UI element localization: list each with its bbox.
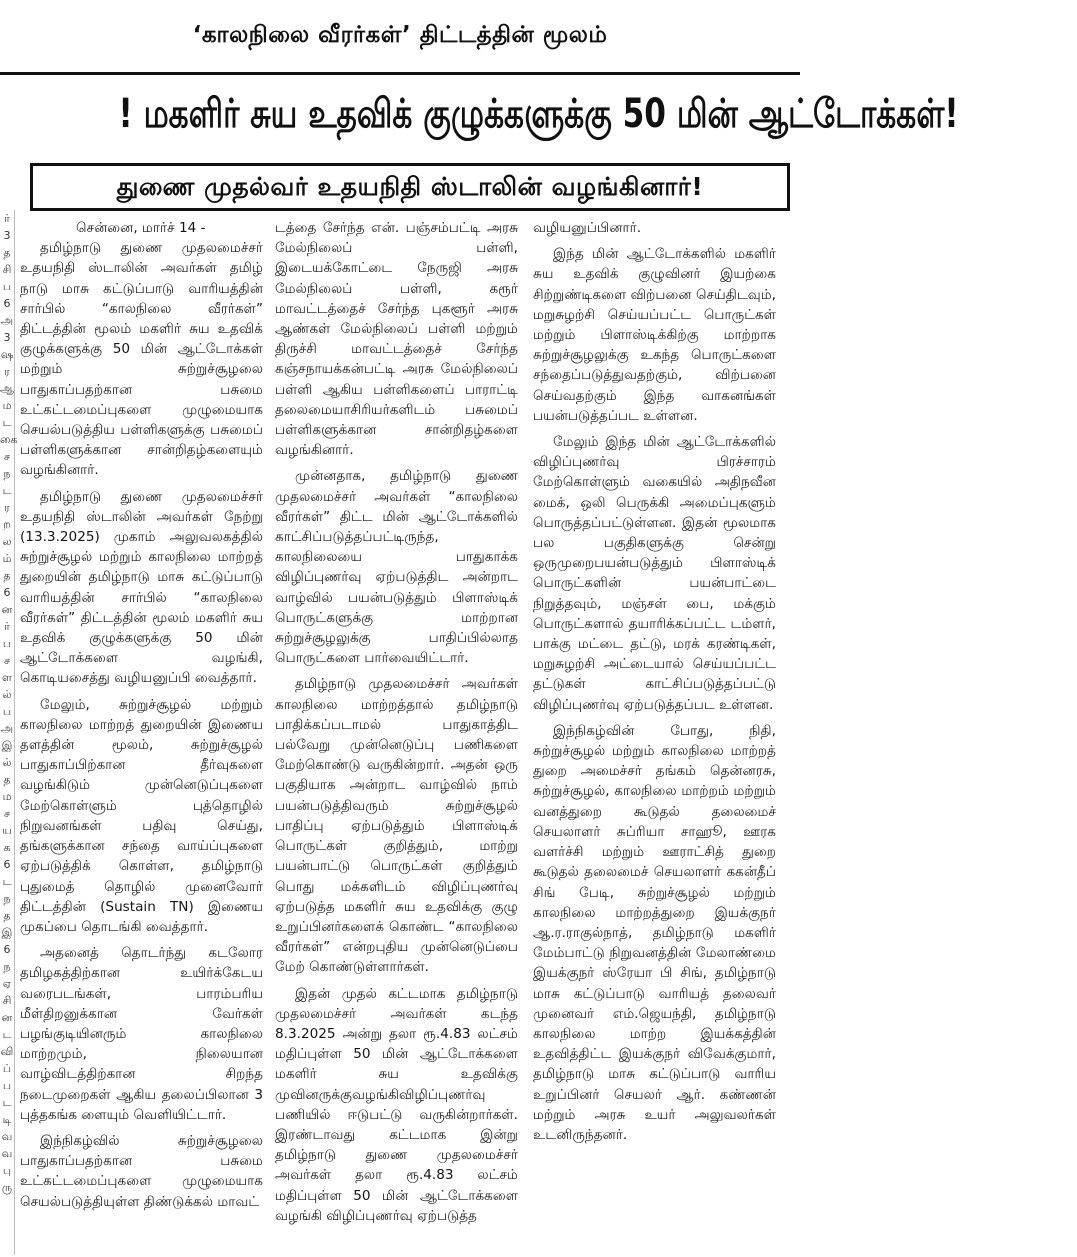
subheadline-box [30,163,790,211]
paragraph: இந்நிகழ்வின் போது, நிதி, சுற்றுச்சூழல் மற்றும் காலநிலை மாற்றத் துறை அமைச்சர் தங்கம் தென்னரசு, சுற்றுச்சூழல், காலநிலை மாற்றம் மற்றும் வனத்துறை கூடுதல் தலைமைச் செயலாளர் சுப்ரியா சாஹூ, ஊரக வளர்ச்சி மற்றும் ஊராட்சித் துறை கூடுதல் தலைமைச் செயலாளர் ககன்தீப் சிங் பேடி, சுற்றுச்சூழல் மற்றும் காலநிலை மாற்றத்துறை இயக்குநர் ஆ.ர.ராகுல்நாத், தமிழ்நாடு மகளிர் மேம்பாட்டு நிறுவனத்தின் மேலாண்மை இயக்குநர் ஸ்ரேயா பி சிங், தமிழ்நாடு மாசு கட்டுப்பாடு வாரியத் தலைவர் முனைவர் எம்.ஜெயந்தி, தமிழ்நாடு காலநிலை மாற்ற இயக்கத்தின் உதவித்திட்ட இயக்குநர் விவேக்குமார், தமிழ்நாடு மாசு கட்டுப்பாடு வாரிய உறுப்பினர் செயலர் ஆர். கண்ணன் மற்றும் அரசு உயர் அலுவலர்கள் உடனிருந்தனர். [533,722,776,1143]
paragraph: இந்த மின் ஆட்டோக்களில் மகளிர் சுய உதவிக் குழுவினர் இயற்கை சிற்றுண்டிகளை விற்பனை செய்திடவும், மறுசுழற்சி செய்யப்பட்ட பொருட்கள் மற்றும் பிளாஸ்டிக்கிற்கு மாற்றாக சுற்றுச்சூழலுக்கு உகந்த பொருட்களை சந்தைப்படுத்துவதற்கும், விற்பனை செய்வதற்கும் இந்த வாகனங்கள் பயன்படுத்தப்பட உள்ளன. [533,246,776,424]
article-column-3 [533,218,776,1151]
headline-text: ! மகளிர் சுய உதவிக் குழுக்களுக்கு 50 மின் ஆட்டோக்கள்! [118,91,959,137]
adjacent-article-edge: ர் 3 த சி ப 6 அ 3 ஷ ர ஆ ம ட கை ச ந ட ர ற ல ம் த 6 ன ர் ப ச ள ல் ப அ இ ல் த ம ச ய க 6 ட ந த இ 6 ந ஏ சி ன ட வி ப் ப ட டி வ வ பு ரு [0,210,15,1255]
paragraph: தமிழ்நாடு துணை முதலமைச்சர் உதயநிதி ஸ்டாலின் அவர்கள் நேற்று (13.3.2025) முகாம் அலுவலகத்தில் சுற்றுச்சூழல் மற்றும் காலநிலை மாற்றத் துறையின் தமிழ்நாடு மாசு கட்டுப்பாடு வாரியத்தின் சார்பில் “காலநிலை வீரர்கள்” திட்டத்தின் மூலம் மகளிர் சுய உதவிக் குழுக்களுக்கு 50 மின் ஆட்டோக்களை வழங்கி, கொடியசைத்து வழியனுப்பி வைத்தார். [20,488,263,687]
paragraph: டத்தை சேர்ந்த என். பஞ்சம்பட்டி அரசு மேல்நிலைப் பள்ளி, இடையக்கோட்டை நேருஜி அரசு மேல்நிலைப் பள்ளி, கரூர் மாவட்டத்தைச் சேர்ந்த புகளூர் அரசு ஆண்கள் மேல்நிலைப் பள்ளி மற்றும் திருச்சி மாவட்டத்தைச் சேர்ந்த கஞ்சநாயக்கன்பட்டி அரசு மேல்நிலைப் பள்ளி ஆகிய பள்ளிகளைப் பாராட்டி தலைமையாசிரியர்களிடம் பசுமைப் பள்ளிகளுக்கான சான்றிதழ்களை வழங்கினார். [275,220,518,459]
paragraph: இந்நிகழ்வில் சுற்றுச்சூழலை பாதுகாப்பதற்கான பசுமை உட்கட்டமைப்புகளை முழுமையாக செயல்படுத்தியுள்ள திண்டுக்கல் மாவட் [20,1132,263,1210]
paragraph: அதனைத் தொடர்ந்து கடலோர தமிழகத்திற்கான உயிர்க்கேடய வரைபடங்கள், பாரம்பரிய மீள்திறனுக்கான வேர்கள் பழங்குடியினரும் காலநிலை மாற்றமும், நிலையான வாழ்விடத்திற்கான சிறந்த நடைமுறைகள் ஆகிய தலைப்பிலான 3 புத்தகங்க ளையும் வெளியிட்டார். [20,945,263,1123]
article-column-2 [275,218,518,1232]
headline [0,74,959,154]
paragraph: வழியனுப்பினார். [533,220,642,236]
paragraph: தமிழ்நாடு முதலமைச்சர் அவர்கள் காலநிலை மாற்றத்தால் தமிழ்நாடு பாதிக்கப்படாமல் பாதுகாத்திட பல்வேறு முன்னெடுப்பு பணிகளை மேற்கொண்டு வருகின்றார். அதன் ஒரு பகுதியாக அன்றாட வாழ்வில் நாம் பயன்படுத்திவரும் சுற்றுச்சூழல் பாதிப்பு ஏற்படுத்தும் பிளாஸ்டிக் பொருட்கள் குறித்தும், மாற்று பயன்பாட்டு பொருட்கள் குறித்தும் பொது மக்களிடம் விழிப்புணர்வு ஏற்படுத்த மகளிர் சுய உதவிக்கு குழு உறுப்பினர்களைக் கொண்ட “காலநிலை வீரர்கள்” என்றபுதிய முன்னெடுப்பை மேற் கொண்டுள்ளார்கள். [275,676,518,976]
paragraph: மேலும், சுற்றுச்சூழல் மற்றும் காலநிலை மாற்றத் துறையின் இணைய தளத்தின் மூலம், சுற்றுச்சூழல் பாதுகாப்பிற்கான தீர்வுகளை வழங்கிடும் முன்னெடுப்புகளை மேற்கொள்ளும் புத்தொழில் நிறுவனங்கள் பதிவு செய்து, தங்களுக்கான சந்தை வாய்ப்புகளை ஏற்படுத்திக் கொள்ள, தமிழ்நாடு புதுமைத் தொழில் முனைவோர் திட்டத்தின் (Sustain TN) இணைய முகப்பை தொடங்கி வைத்தார். [20,696,263,935]
paragraph: இதன் முதல் கட்டமாக தமிழ்நாடு முதலமைச்சர் அவர்கள் கடந்த 8.3.2025 அன்று தலா ரூ.4.83 லட்சம் மதிப்புள்ள 50 மின் ஆட்டோக்களை மகளிர் சுய உதவிக்கு முவினருக்குவழங்கிவிழிப்புணர்வு பணியில் ஈடுபட்டு வருகின்றார்கள். இரண்டாவது கட்டமாக இன்று தமிழ்நாடு துணை முதலமைச்சர் அவர்கள் தலா ரூ.4.83 லட்சம் மதிப்புள்ள 50 மின் ஆட்டோக்களை வழங்கி விழிப்புணர்வு ஏற்படுத்த [275,985,518,1224]
kicker-text: ‘காலநிலை வீரர்கள்’ திட்டத்தின் மூலம் [192,22,608,48]
paragraph: தமிழ்நாடு துணை முதலமைச்சர் உதயநிதி ஸ்டாலின் அவர்கள் தமிழ் நாடு மாசு கட்டுப்பாடு வாரியத்தின் சார்பில் “காலநிலை வீரர்கள்” திட்டத்தின் மூலம் மகளிர் சுய உதவிக் குழுக்களுக்கு 50 மின் ஆட்டோக்கள் மற்றும் சுற்றுச்சூழலை பாதுகாப்பதற்கான பசுமை உட்கட்டமைப்புகளை முழுமையாக செயல்படுத்திய பள்ளிகளுக்கு பசுமைப் பள்ளிகளுக்கான சான்றிதழ்களையும் வழங்கினார். [20,240,263,479]
dateline: சென்னை, மார்ச் 14 - [76,220,206,236]
subheadline-text: துணை முதல்வர் உதயநிதி ஸ்டாலின் வழங்கினார்! [116,172,704,201]
paragraph: மேலும் இந்த மின் ஆட்டோக்களில் விழிப்புணர்வு பிரச்சாரம் மேற்கொள்ளும் வகையில் அதிநவீன மைக், ஒலி பெருக்கி அமைப்புகளும் பொருத்தப்பட்டுள்ளன. இதன் மூலமாக பல பகுதிகளுக்கு சென்று ஒருமுறைபயன்படுத்தும் பிளாஸ்டிக் பொருட்களின் பயன்பாட்டை நிறுத்தவும், மஞ்சள் பை, மக்கும் பொருட்களால் தயாரிக்கப்பட்ட டம்ளர், பாக்கு மட்டை தட்டு, மரக் கரண்டிகள், மறுசுழற்சி அட்டையால் செய்யப்பட்ட தட்டுகள் காட்சிப்படுத்தப்பட்டு விழிப்புணர்வு ஏற்படுத்தப்பட உள்ளன. [533,434,776,713]
kicker-banner [0,0,800,72]
paragraph: முன்னதாக, தமிழ்நாடு துணை முதலமைச்சர் அவர்கள் “காலநிலை வீரர்கள்” திட்ட மின் ஆட்டோக்களில் காட்சிப்படுத்தப்பட்டிருந்த, காலநிலையை பாதுகாக்க விழிப்புணர்வு ஏற்படுத்திட அன்றாட வாழ்வில் பயன்படுத்தும் பிளாஸ்டிக் பொருட்களுக்கு மாற்றான சுற்றுச்சூழலுக்கு பாதிப்பில்லாத பொருட்களை பார்வையிட்டார். [275,468,518,667]
article-column-1 [20,218,263,1218]
